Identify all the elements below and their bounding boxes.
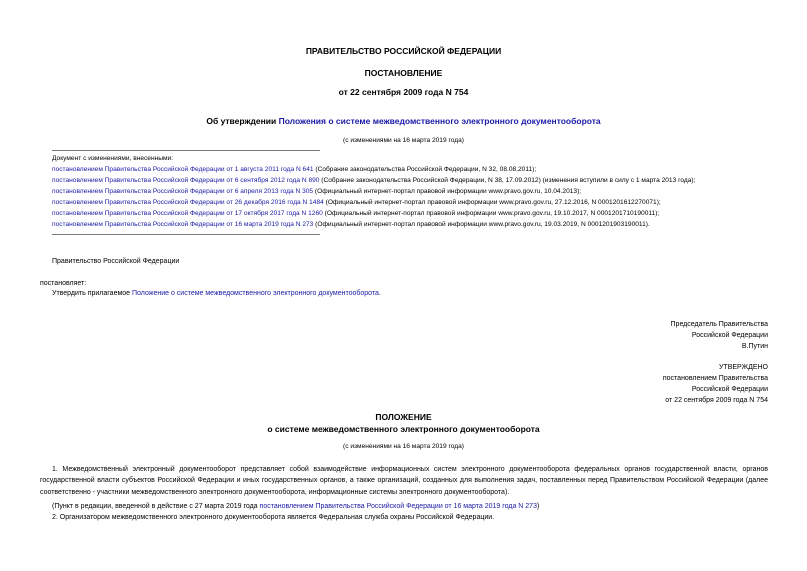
government-name: Правительство Российской Федерации: [52, 258, 180, 265]
regulation-revision: (с изменениями на 16 марта 2019 года): [343, 443, 464, 450]
note-suffix: ): [536, 503, 540, 510]
clause-1-note: [52, 503, 539, 510]
change-link[interactable]: постановлением Правительства Российской Федерации от 26 декабря 2016 года N 1484: [52, 199, 324, 206]
approved-by: постановлением Правительства: [662, 375, 768, 382]
change-item: [52, 166, 536, 173]
change-item: [52, 221, 650, 228]
approved-country: Российской Федерации: [691, 386, 768, 393]
change-source: (Официальный интернет-портал правовой информации www.pravo.gov.ru, 19.03.2019, N 0001201903190011).: [313, 221, 650, 228]
doc-type-heading: ПОСТАНОВЛЕНИЕ: [364, 68, 443, 78]
title-link[interactable]: Положения о системе межведомственного электронного документооборота: [278, 116, 601, 126]
approved-date: от 22 сентября 2009 года N 754: [665, 397, 768, 404]
change-link[interactable]: постановлением Правительства Российской Федерации от 16 марта 2019 года N 273: [52, 221, 314, 228]
divider-bottom: [52, 234, 320, 235]
change-item: [52, 188, 581, 195]
change-link[interactable]: постановлением Правительства Российской Федерации от 1 августа 2011 года N 641: [52, 166, 314, 173]
date-number: от 22 сентября 2009 года N 754: [338, 87, 469, 97]
change-item: [52, 177, 695, 184]
note-prefix: (Пункт в редакции, введенной в действие с 27 марта 2019 года: [52, 503, 260, 510]
change-source: (Официальный интернет-портал правовой информации www.pravo.gov.ru, 27.12.2016, N 0001201612270071);: [323, 199, 661, 206]
decrees-text: постановляет:: [40, 280, 87, 287]
changes-intro: Документ с изменениями, внесенными:: [52, 155, 174, 162]
title-prefix: Об утверждении: [206, 116, 279, 126]
change-source: (Собрание законодательства Российской Федерации, N 38, 17.09.2012) (изменения вступили в силу с 1 марта 2013 года);: [319, 177, 696, 184]
divider-top: [52, 150, 320, 151]
regulation-subtitle: о системе межведомственного электронного документооборота: [267, 424, 540, 434]
approve-suffix: .: [378, 290, 381, 297]
approve-link[interactable]: Положение о системе межведомственного электронного документооборота: [132, 290, 379, 297]
approve-statement: [52, 290, 381, 297]
change-link[interactable]: постановлением Правительства Российской Федерации от 17 октября 2017 года N 1260: [52, 210, 323, 217]
approve-prefix: Утвердить прилагаемое: [52, 290, 133, 297]
signature-title: Председатель Правительства: [670, 321, 768, 328]
change-source: (Собрание законодательства Российской Федерации, N 32, 08.08.2011);: [313, 166, 537, 173]
revision-note: (с изменениями на 16 марта 2019 года): [343, 137, 464, 144]
change-link[interactable]: постановлением Правительства Российской Федерации от 6 апреля 2013 года N 305: [52, 188, 314, 195]
gov-heading: ПРАВИТЕЛЬСТВО РОССИЙСКОЙ ФЕДЕРАЦИИ: [305, 46, 502, 56]
signature-country: Российской Федерации: [691, 332, 768, 339]
note-link[interactable]: постановлением Правительства Российской Федерации от 16 марта 2019 года N 273: [259, 503, 537, 510]
change-item: [52, 199, 661, 206]
clause-2: 2. Организатором межведомственного электронного документооборота является Федеральная служба охраны Российской Федерации.: [52, 514, 495, 521]
change-source: (Официальный интернет-портал правовой информации www.pravo.gov.ru, 19.10.2017, N 0001201710190011);: [322, 210, 660, 217]
change-source: (Официальный интернет-портал правовой информации www.pravo.gov.ru, 10.04.2013);: [313, 188, 582, 195]
change-item: [52, 210, 659, 217]
document-title: [0, 116, 807, 126]
signature-name: В.Путин: [741, 343, 768, 350]
change-link[interactable]: постановлением Правительства Российской Федерации от 6 сентября 2012 года N 890: [52, 177, 320, 184]
clause-1: 1. Межведомственный электронный документооборот представляет собой взаимодействие информационных систем электронного документооборота федеральных органов государственной власти, органов государственной власти субъектов Российской Федерации и иных государственных органов, а также организаций, созданных для выполнения задач, поставленных перед Правительством Российской Федерации (далее соответственно - участники межведомственного электронного документооборота, информационные системы электронного документооборота).: [40, 466, 768, 496]
approved-stamp: УТВЕРЖДЕНО: [718, 364, 768, 371]
regulation-title: ПОЛОЖЕНИЕ: [375, 412, 432, 422]
